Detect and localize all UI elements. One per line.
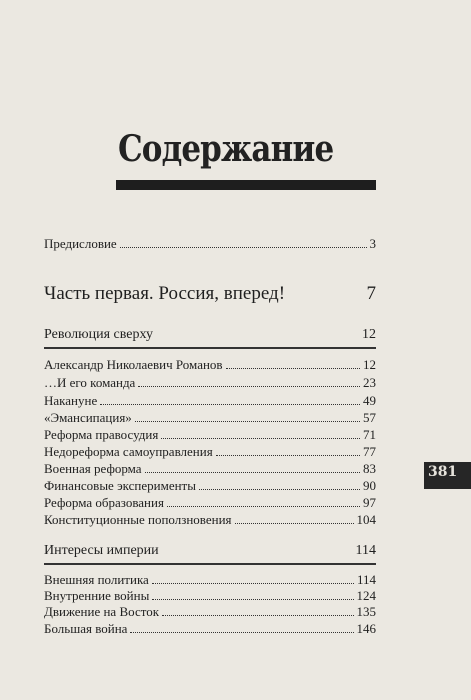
toc-entry-preface[interactable] <box>44 236 376 252</box>
section-divider <box>44 347 376 349</box>
dot-leader <box>130 631 353 633</box>
toc-entry-label: Реформа правосудия <box>44 427 159 442</box>
toc-entry[interactable] <box>44 478 376 494</box>
dot-leader <box>235 522 354 524</box>
toc-entry[interactable] <box>44 461 376 477</box>
toc-entry-page: 90 <box>363 478 376 493</box>
toc-entry-page: 124 <box>356 588 376 603</box>
toc-entry-page: 12 <box>363 357 376 372</box>
toc-entry-label: «Эмансипация» <box>44 410 132 425</box>
dot-leader <box>162 614 353 616</box>
part-title: Часть первая. Россия, вперед! <box>44 283 286 304</box>
dot-leader <box>216 454 360 456</box>
toc-section-heading[interactable] <box>44 543 376 559</box>
title-underline-bar <box>116 180 376 190</box>
toc-entry-page: 77 <box>363 444 376 459</box>
toc-entry-page: 146 <box>356 621 376 636</box>
toc-entry[interactable] <box>44 495 376 511</box>
toc-entry-page: 114 <box>356 572 376 587</box>
dot-leader <box>100 403 360 405</box>
toc-entry-label: Александр Николаевич Романов <box>44 357 223 372</box>
dot-leader <box>226 367 360 369</box>
toc-entry-label: Военная реформа <box>44 461 142 476</box>
toc-entry[interactable] <box>44 410 376 426</box>
section-page: 12 <box>362 327 376 342</box>
dot-leader <box>161 437 360 439</box>
toc-entry[interactable] <box>44 375 376 391</box>
dot-leader <box>135 420 360 422</box>
toc-entry-page: 3 <box>369 236 376 251</box>
toc-entry-label: …И его команда <box>44 375 136 390</box>
toc-entry-label: Внешняя политика <box>44 572 149 587</box>
toc-entry-label: Конституционные поползновения <box>44 512 232 527</box>
section-divider <box>44 563 376 565</box>
section-title: Революция сверху <box>44 327 153 342</box>
dot-leader <box>199 488 360 490</box>
section-page: 114 <box>355 543 376 558</box>
toc-entry-label: Накануне <box>44 393 98 408</box>
toc-entry[interactable] <box>44 588 376 604</box>
toc-entry[interactable] <box>44 357 376 373</box>
dot-leader <box>138 385 360 387</box>
toc-section-heading[interactable] <box>44 327 376 343</box>
toc-entry[interactable] <box>44 572 376 588</box>
toc-entry-label: Предисловие <box>44 236 117 251</box>
part-page: 7 <box>366 283 376 304</box>
toc-entry[interactable] <box>44 393 376 409</box>
page-title: Содержание <box>118 128 334 170</box>
toc-entry-page: 104 <box>356 512 376 527</box>
toc-entry[interactable] <box>44 444 376 460</box>
toc-entry-label: Движение на Восток <box>44 604 160 619</box>
toc-entry[interactable] <box>44 604 376 620</box>
toc-entry-page: 97 <box>363 495 376 510</box>
toc-entry[interactable] <box>44 621 376 637</box>
toc-entry-page: 71 <box>363 427 376 442</box>
toc-entry-page: 23 <box>363 375 376 390</box>
page-number: 381 <box>428 464 458 480</box>
toc-entry-label: Реформа образования <box>44 495 164 510</box>
dot-leader <box>120 246 367 248</box>
toc-entry-label: Финансовые эксперименты <box>44 478 196 493</box>
dot-leader <box>167 505 360 507</box>
toc-entry[interactable] <box>44 427 376 443</box>
toc-entry-page: 83 <box>363 461 376 476</box>
toc-entry-page: 135 <box>356 604 376 619</box>
section-title: Интересы империи <box>44 543 159 558</box>
dot-leader <box>152 582 354 584</box>
toc-entry-page: 57 <box>363 410 376 425</box>
toc-part-heading[interactable] <box>44 283 376 305</box>
toc-entry-label: Внутренние войны <box>44 588 150 603</box>
toc-entry[interactable] <box>44 512 376 528</box>
dot-leader <box>152 598 353 600</box>
toc-entry-page: 49 <box>363 393 376 408</box>
toc-entry-label: Недореформа самоуправления <box>44 444 213 459</box>
dot-leader <box>145 471 360 473</box>
toc-entry-label: Большая война <box>44 621 128 636</box>
